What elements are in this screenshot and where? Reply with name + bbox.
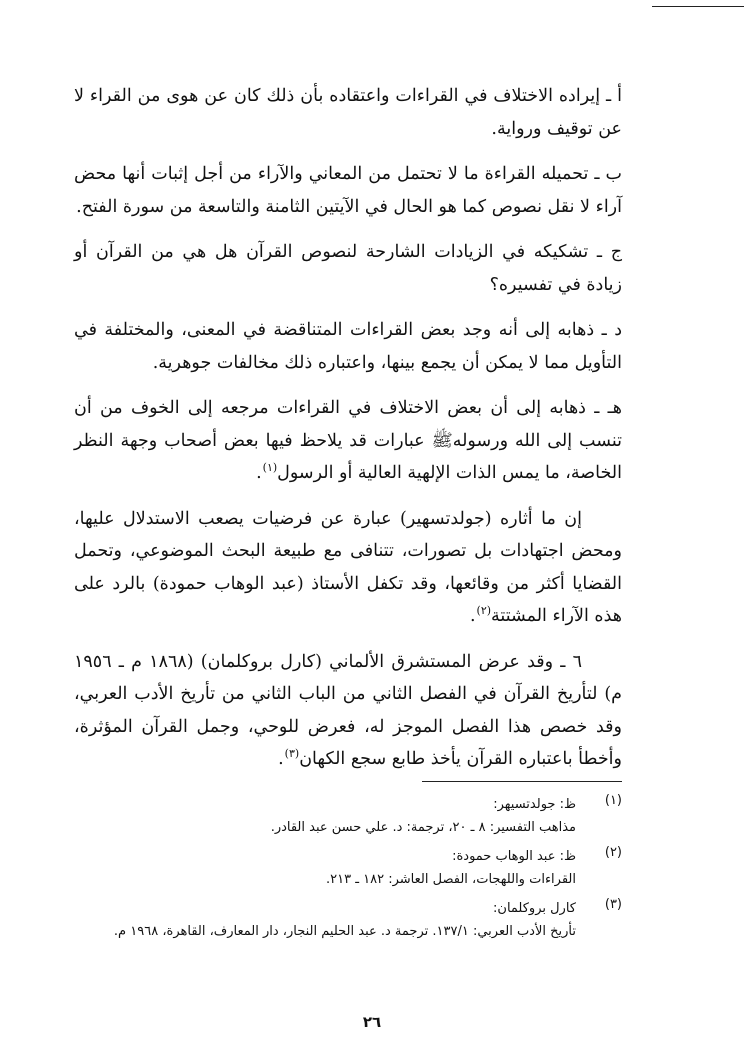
footnote-title: ظ: جولدتسيهر: [493, 797, 576, 812]
footnote-ref-3[interactable]: (٣) [284, 747, 300, 761]
footnote-source: مذاهب التفسير: ٨ ـ ٢٠، ترجمة: د. علي حسن عبد القادر. [270, 820, 576, 835]
paragraph-text: ٦ ـ وقد عرض المستشرق الألماني (كارل بروكلمان) (١٨٦٨ م ـ ١٩٥٦ م) لتأريخ القرآن في الفصل الثاني من الباب الثاني من تأريخ الأدب العربي، وقد خصص هذا الفصل الموجز له، فعرض للوحي، وجمل القرآن المؤثرة، وأخطأ باعتباره القرآن يأخذ طابع سجع الكهان [74, 651, 622, 769]
paragraph-text: أ ـ إيراده الاختلاف في القراءات واعتقاده بأن ذلك كان عن هوى من القراء لا عن توقيف ورواية. [74, 86, 622, 139]
paragraph-text: ب ـ تحميله القراءة ما لا تحتمل من المعاني والآراء من أجل إثبات أنها محض آراء لا نقل نصوص كما هو الحال في الآيتين الثامنة والتاسعة من سورة الفتح. [74, 164, 622, 217]
paragraph-alif [74, 80, 622, 145]
paragraph-text: إن ما أثاره (جولدتسهير) عبارة عن فرضيات يصعب الاستدلال عليها، ومحض اجتهادات بل تصورات، تتنافى مع طبيعة البحث الموضوعي، وتحمل القضايا أكثر من وقائعها، وقد تكفل الأستاذ (عبد الوهاب حمودة) بالرد على هذه الآراء المشتتة [74, 508, 622, 626]
footnote-title: ظ: عبد الوهاب حمودة: [452, 849, 576, 864]
footnote-number: (١) [604, 793, 622, 808]
paragraph-end: . [256, 463, 262, 483]
paragraph-goldziher-critique [74, 503, 622, 633]
paragraph-text: هـ ـ ذهابه إلى أن بعض الاختلاف في القراءات مرجعه إلى الخوف من أن تنسب إلى الله ورسولهﷺ عبارات قد يلاحظ فيها بعض أصحاب وجهة النظر الخاصة، ما يمس الذات الإلهية العالية أو الرسول [74, 398, 622, 483]
footnote-2 [74, 845, 622, 891]
paragraph-ha [74, 392, 622, 490]
footnote-separator [422, 781, 622, 782]
paragraph-ba [74, 158, 622, 223]
paragraph-end: . [469, 606, 476, 626]
paragraph-text: ج ـ تشكيكه في الزيادات الشارحة لنصوص القرآن هل هي من القرآن أو زيادة في تفسيره؟ [74, 242, 622, 295]
footnote-ref-1[interactable]: (١) [262, 461, 278, 475]
paragraph-text: د ـ ذهابه إلى أنه وجد بعض القراءات المتناقضة في المعنى، والمختلفة في التأويل مما لا يمكن أن يجمع بينها، واعتباره ذلك مخالفات جوهرية. [74, 320, 622, 373]
paragraph-dal [74, 314, 622, 379]
footnote-source: القراءات واللهجات، الفصل العاشر: ١٨٢ ـ ٢١٣. [325, 872, 576, 887]
page-number: ٢٦ [362, 1013, 382, 1031]
paragraph-brockelmann [74, 646, 622, 776]
paragraph-jim [74, 236, 622, 301]
main-text [74, 80, 622, 789]
footnote-ref-2[interactable]: (٢) [476, 604, 492, 618]
paragraph-end: . [278, 749, 284, 769]
footnote-number: (٢) [604, 845, 622, 860]
footnote-number: (٣) [604, 897, 622, 912]
header-rule [652, 6, 744, 7]
footnotes [74, 793, 622, 949]
footnote-source: تأريخ الأدب العربي: ١٣٧/١. ترجمة د. عبد الحليم النجار، دار المعارف، القاهرة، ١٩٦٨ م. [113, 924, 576, 939]
footnote-title: كارل بروكلمان: [493, 901, 576, 916]
footnote-1 [74, 793, 622, 839]
footnote-3 [74, 897, 622, 943]
